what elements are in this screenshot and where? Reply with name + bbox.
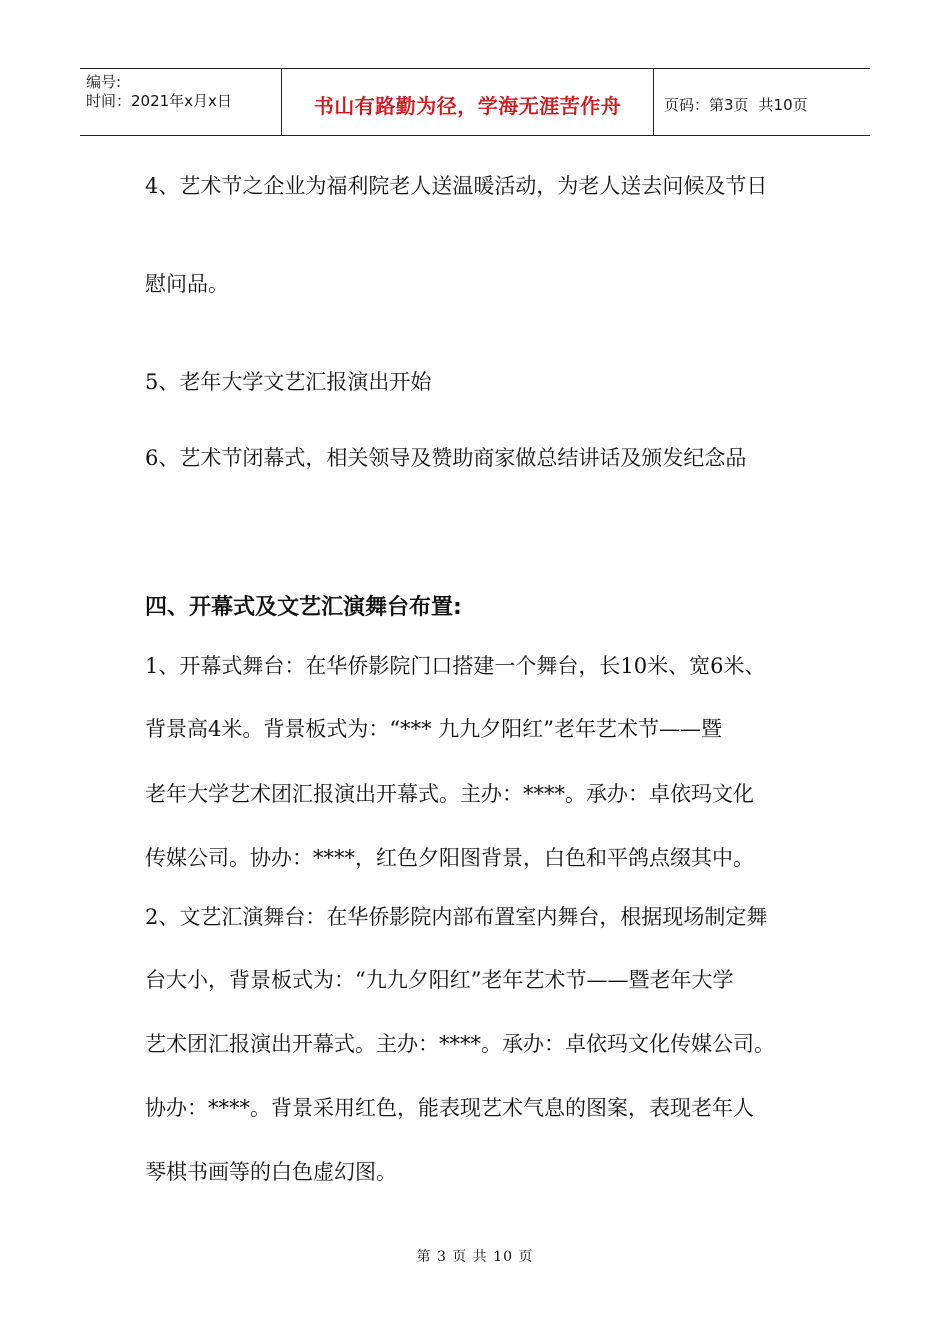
section-line: 艺术团汇报演出开幕式。主办：****。承办：卓依玛文化传媒公司。: [145, 1032, 775, 1056]
header-page-current: 页码：第3页: [664, 95, 749, 114]
document-number-label: 编号:: [86, 73, 122, 91]
section-heading: 四、开幕式及文艺汇演舞台布置:: [145, 595, 462, 620]
section-line: 琴棋书画等的白色虚幻图。: [145, 1160, 397, 1184]
section-line: 协办：****。背景采用红色，能表现艺术气息的图案，表现老年人: [145, 1096, 754, 1120]
header-page-info: [654, 69, 870, 135]
section-line: 台大小，背景板式为：“九九夕阳红”老年艺术节——暨老年大学: [145, 968, 734, 992]
body-line: 5、老年大学文艺汇报演出开始: [145, 370, 432, 394]
header-page-total: 共10页: [758, 95, 808, 114]
section-line: 传媒公司。协办：****，红色夕阳图背景，白色和平鸽点缀其中。: [145, 846, 754, 870]
header-meta: [80, 69, 282, 135]
page-footer: 第 3 页 共 10 页: [416, 1249, 534, 1265]
section-line: 2、文艺汇演舞台：在华侨影院内部布置室内舞台，根据现场制定舞: [145, 905, 768, 929]
section-line: 背景高4米。背景板式为：“*** 九九夕阳红”老年艺术节——暨: [145, 717, 723, 741]
body-line: 慰问品。: [145, 272, 229, 296]
header-motto: 书山有路勤为径，学海无涯苦作舟: [313, 93, 622, 118]
page-header: [80, 68, 870, 136]
header-motto-cell: [282, 69, 654, 135]
document-time-label: 时间：2021年x月x日: [86, 92, 232, 110]
section-line: 老年大学艺术团汇报演出开幕式。主办：****。承办：卓依玛文化: [145, 782, 754, 806]
body-line: 6、艺术节闭幕式，相关领导及赞助商家做总结讲话及颁发纪念品: [145, 446, 747, 470]
section-line: 1、开幕式舞台：在华侨影院门口搭建一个舞台，长10米、宽6米、: [145, 654, 766, 678]
body-line: 4、艺术节之企业为福利院老人送温暖活动，为老人送去问候及节日: [145, 174, 768, 198]
